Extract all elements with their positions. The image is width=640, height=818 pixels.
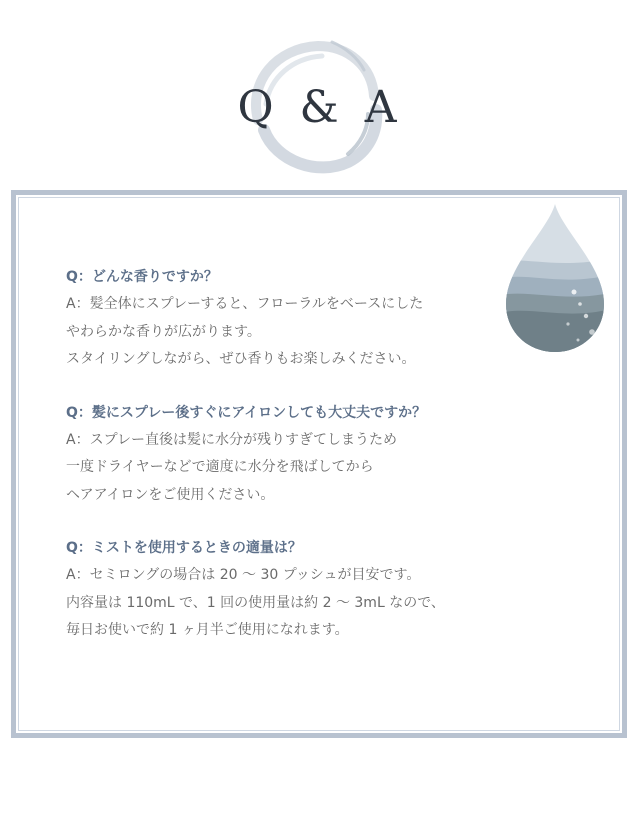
answer-line: 毎日お使いで約 1 ヶ月半ご使用になれます。 [66, 622, 349, 638]
answer-line: A：スプレー直後は髪に水分が残りすぎてしまうため [66, 431, 398, 448]
page-title: Q & A [237, 82, 403, 133]
question: Q：髪にスプレー後すぐにアイロンしても大丈夫ですか？ [66, 404, 427, 421]
qa-header [0, 0, 640, 185]
qa-item [66, 264, 506, 374]
qa-list [66, 264, 506, 671]
answer-line: A：セミロングの場合は 20 〜 30 プッシュが目安です。 [66, 567, 421, 583]
answer-line: スタイリングしながら、ぜひ香りもお楽しみください。 [66, 351, 416, 367]
water-drop-icon [496, 200, 614, 356]
question: Q：ミストを使用するときの適量は？ [66, 540, 302, 556]
qa-item [66, 535, 506, 645]
answer-line: やわらかな香りが広がります。 [66, 323, 261, 340]
qa-item [66, 400, 506, 510]
answer-line: ヘアアイロンをご使用ください。 [66, 486, 275, 503]
answer-line: 一度ドライヤーなどで適度に水分を飛ばしてから [66, 459, 374, 475]
answer-line: 内容量は 110mL で、1 回の使用量は約 2 〜 3mL なので、 [66, 594, 445, 611]
question: Q：どんな香りですか？ [66, 269, 218, 285]
answer-line: A：髪全体にスプレーすると、フローラルをベースにした [66, 296, 424, 312]
